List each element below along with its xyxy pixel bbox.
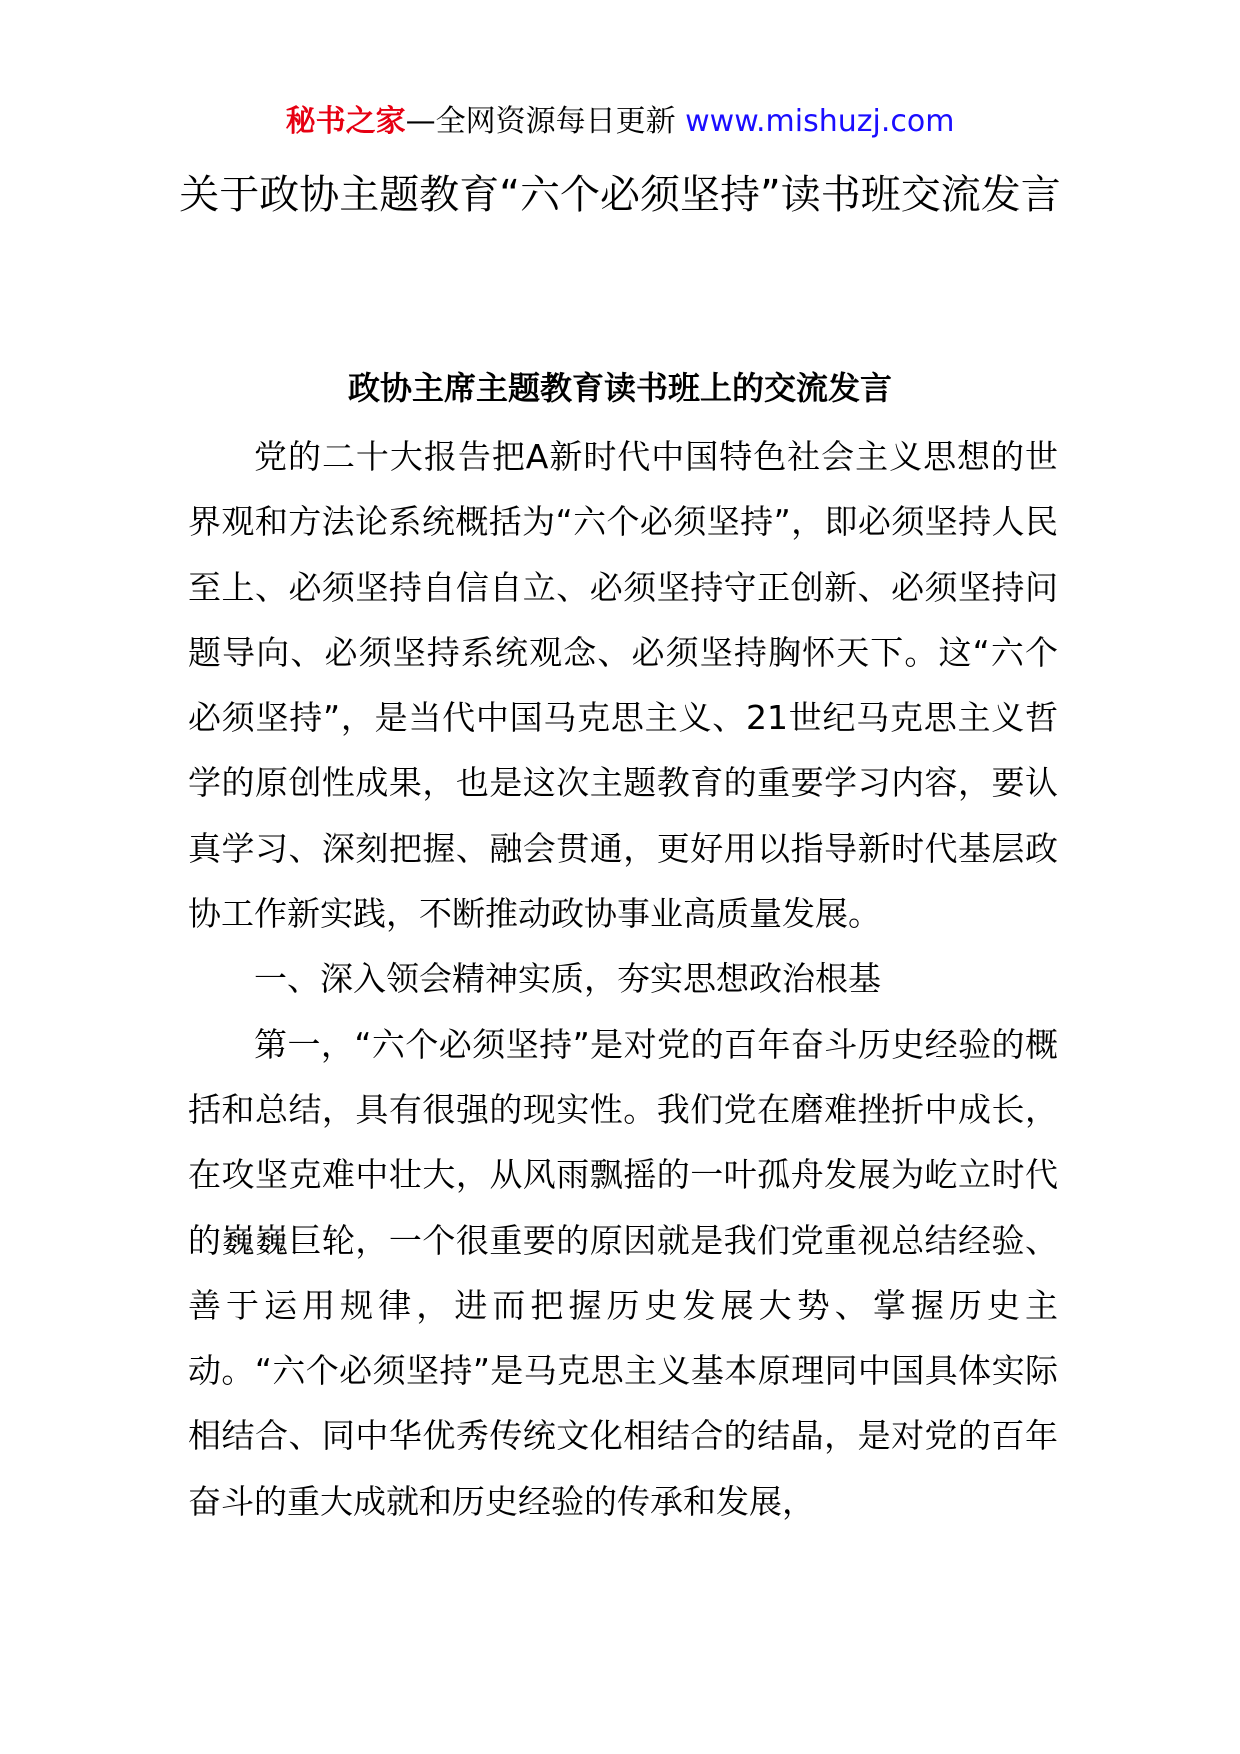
site-tagline: —全网资源每日更新 [405,104,676,139]
site-url-link[interactable]: www.mishuzj.com [685,104,955,139]
paragraph-first-point: 第一，“六个必须坚持”是对党的百年奋斗历史经验的概括和总结，具有很强的现实性。我们党在磨难挫折中成长，在攻坚克难中壮大，从风雨飘摇的一叶孤舟发展为屹立时代的巍巍巨轮，一个很重要的原因就是我们党重视总结经验、善于运用规律，进而把握历史发展大势、掌握历史主动。“六个必须坚持”是马克思主义基本原理同中国具体实际相结合、同中华优秀传统文化相结合的结晶，是对党的百年奋斗的重大成就和历史经验的传承和发展， [188,1024,1058,1521]
brand-name: 秘书之家 [285,104,406,139]
site-header [0,100,1240,144]
section-heading-1: 一、深入领会精神实质，夯实思想政治根基 [254,959,881,999]
paragraph-intro: 党的二十大报告把A新时代中国特色社会主义思想的世界观和方法论系统概括为“六个必须坚持”，即必须坚持人民至上、必须坚持自信自立、必须坚持守正创新、必须坚持问题导向、必须坚持系统观念、必须坚持胸怀天下。这“六个必须坚持”，是当代中国马克思主义、21世纪马克思主义哲学的原创性成果，也是这次主题教育的重要学习内容，要认真学习、深刻把握、融会贯通，更好用以指导新时代基层政协工作新实践，不断推动政协事业高质量发展。 [188,437,1058,934]
document-title: 关于政协主题教育“六个必须坚持”读书班交流发言 [179,172,1061,218]
document-body [188,424,1058,1534]
document-subtitle: 政协主席主题教育读书班上的交流发言 [347,369,892,407]
